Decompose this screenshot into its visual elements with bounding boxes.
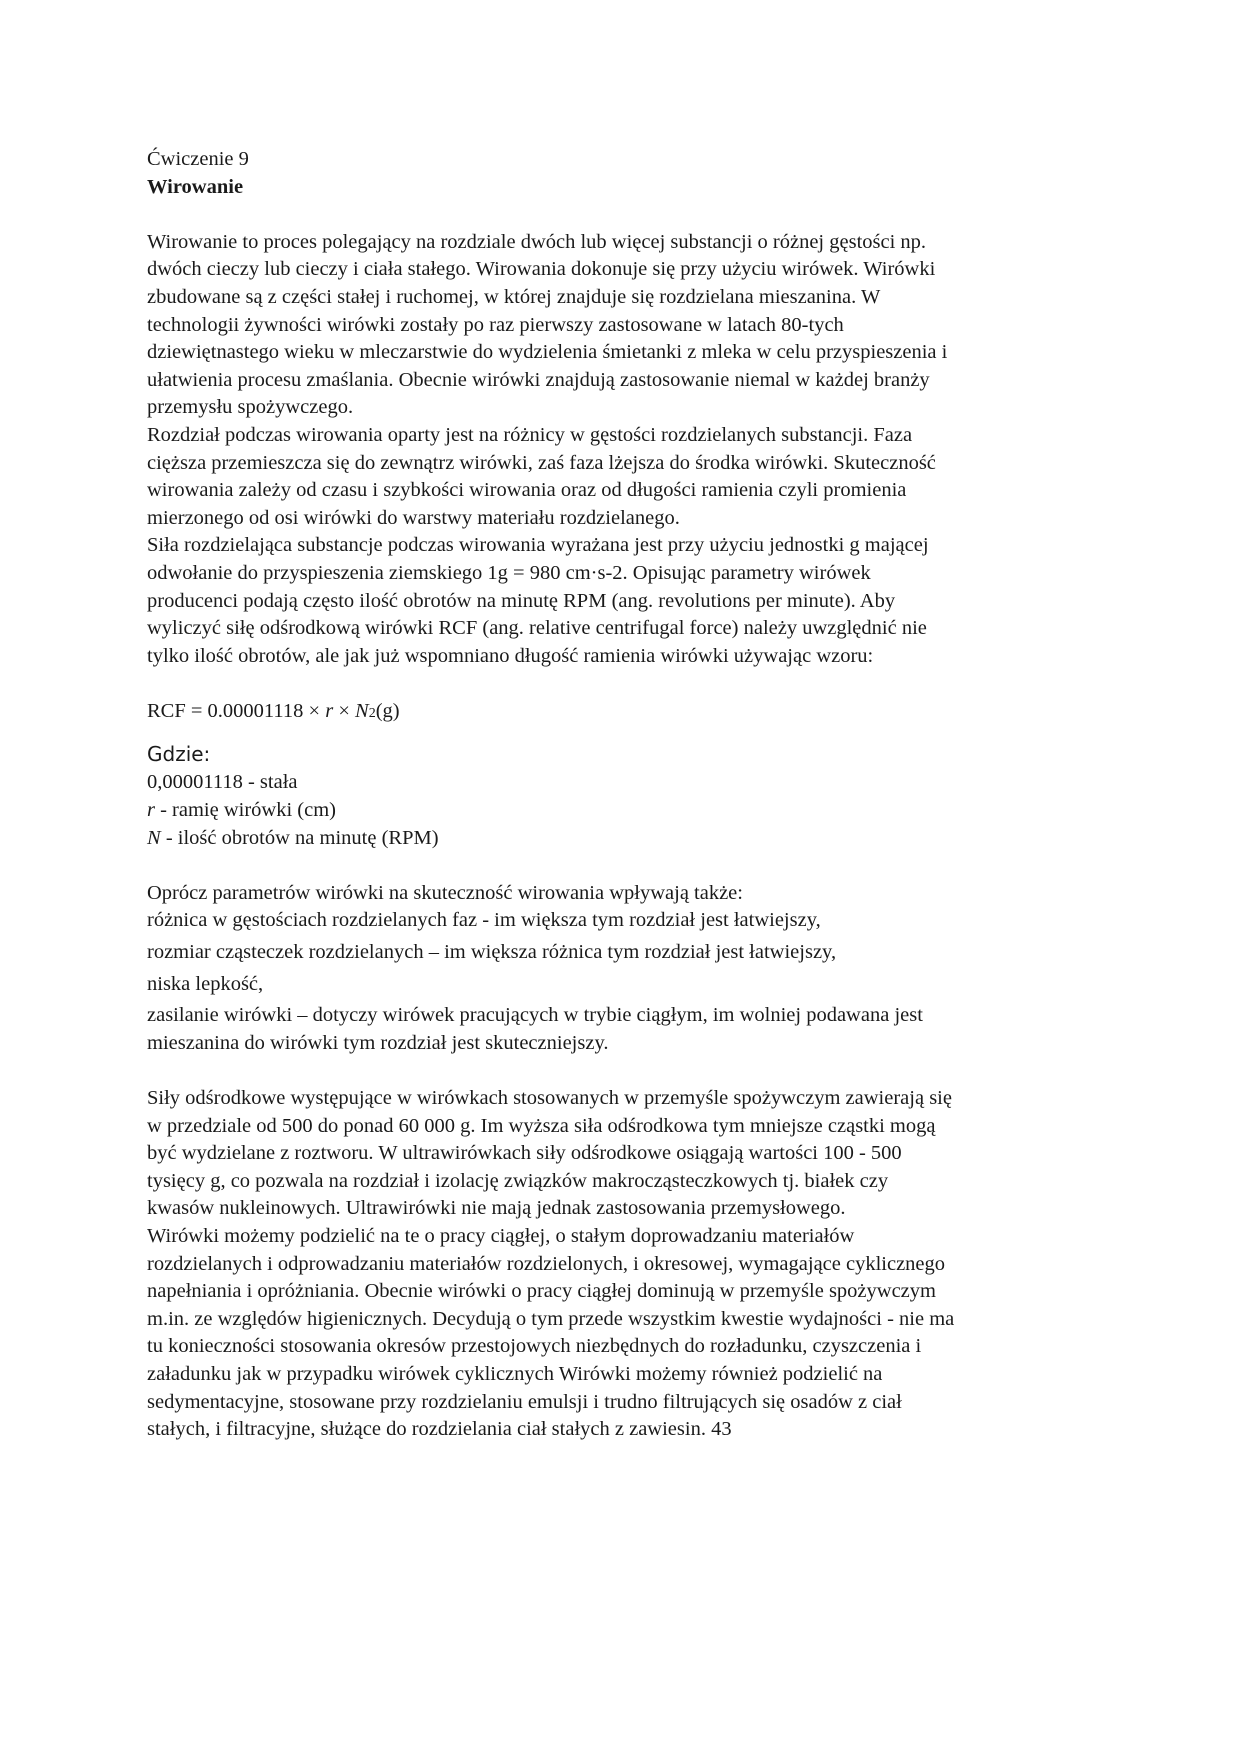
r-variable: r — [147, 799, 155, 822]
text-line: Wirówki możemy podzielić na te o pracy ciągłej, o stałym doprowadzaniu materiałów — [147, 1224, 855, 1247]
text-line: napełniania i opróżniania. Obecnie wirówki o pracy ciągłej dominują w przemyśle spożywczym — [147, 1280, 936, 1303]
text-line: odwołanie do przyspieszenia ziemskiego 1g = 980 cm·s-2. Opisując parametry wirówek — [147, 561, 871, 584]
text-line: dwóch cieczy lub cieczy i ciała stałego. Wirowania dokonuje się przy użyciu wirówek. Wirówki — [147, 258, 936, 281]
r-definition — [147, 797, 1107, 825]
text-line: tysięcy g, co pozwala na rozdział i izolację związków makrocząsteczkowych tj. białek czy — [147, 1169, 889, 1192]
text-line: m.in. ze względów higienicznych. Decydują o tym przede wszystkim kwestie wydajności - nie ma — [147, 1307, 955, 1330]
spacer — [147, 201, 1107, 229]
document-page — [147, 146, 1107, 1444]
text-line: przemysłu spożywczego. — [147, 396, 354, 419]
formula-r: r — [325, 699, 334, 722]
text-line: tu konieczności stosowania okresów przestojowych niezbędnych do rozładunku, czyszczenia i — [147, 1335, 922, 1358]
text-line: technologii żywności wirówki zostały po raz pierwszy zastosowane w latach 80-tych — [147, 313, 844, 336]
text-line: być wydzielane z roztworu. W ultrawirówkach siły odśrodkowe osiągają wartości 100 - 500 — [147, 1142, 902, 1165]
constant-definition: 0,00001118 - stała — [147, 771, 298, 794]
text-line: producenci podają często ilość obrotów na minutę RPM (ang. revolutions per minute). Aby — [147, 589, 896, 612]
text-line: rozdzielanych i odprowadzaniu materiałów rozdzielonych, i okresowej, wymagające cyklicznego — [147, 1252, 946, 1275]
r-description: - ramię wirówki (cm) — [154, 799, 337, 822]
factors-intro: Oprócz parametrów wirówki na skuteczność wirowania wpływają także: — [147, 881, 743, 904]
factor-item: rozmiar cząsteczek rozdzielanych – im większa różnica tym rozdział jest łatwiejszy, — [147, 941, 837, 964]
formula-exponent: 2 — [368, 705, 376, 721]
formula-suffix: (g) — [375, 699, 400, 722]
n-description: - ilość obrotów na minutę (RPM) — [160, 826, 439, 849]
exercise-number: Ćwiczenie 9 — [147, 148, 249, 170]
formula-n: N — [355, 699, 369, 722]
text-line: zbudowane są z części stałej i ruchomej, w której znajduje się rozdzielana mieszanina. W — [147, 285, 881, 308]
text-line: mieszanina do wirówki tym rozdział jest skuteczniejszy. — [147, 1031, 609, 1054]
formula-prefix: RCF = 0.00001118 × — [147, 699, 326, 722]
text-line: Siła rozdzielająca substancje podczas wirowania wyrażana jest przy użyciu jednostki g mającej — [147, 534, 929, 557]
intro-paragraph — [147, 229, 1107, 671]
text-line: tylko ilość obrotów, ale jak już wspomniano długość ramienia wirówki używając wzoru: — [147, 644, 874, 667]
factor-item-last — [147, 1002, 1107, 1057]
spacer — [147, 725, 1107, 739]
text-line: wirowania zależy od czasu i szybkości wirowania oraz od długości ramienia czyli promienia — [147, 479, 907, 502]
spacer — [147, 852, 1107, 880]
text-line: dziewiętnastego wieku w mleczarstwie do wydzielenia śmietanki z mleka w celu przyspieszenia i — [147, 341, 948, 364]
n-definition — [147, 825, 1107, 853]
text-line: cięższa przemieszcza się do zewnątrz wirówki, zaś faza lżejsza do środka wirówki. Skuteczność — [147, 451, 936, 474]
factor-item: różnica w gęstościach rozdzielanych faz - im większa tym rozdział jest łatwiejszy, — [147, 909, 821, 932]
text-line: w przedziale od 500 do ponad 60 000 g. Im wyższa siła odśrodkowa tym mniejsze cząstki mogą — [147, 1114, 936, 1137]
text-line: wyliczyć siłę odśrodkową wirówki RCF (ang. relative centrifugal force) należy uwzględnić nie — [147, 617, 927, 640]
document-title: Wirowanie — [147, 175, 244, 198]
text-line: zasilanie wirówki – dotyczy wirówek pracujących w trybie ciągłym, im wolniej podawana jest — [147, 1004, 923, 1027]
n-variable: N — [147, 826, 161, 849]
factor-item: niska lepkość, — [147, 972, 264, 995]
text-line: załadunku jak w przypadku wirówek cyklicznych Wirówki możemy również podzielić na — [147, 1362, 883, 1385]
text-line: kwasów nukleinowych. Ultrawirówki nie mają jednak zastosowania przemysłowego. — [147, 1197, 846, 1220]
text-line: sedymentacyjne, stosowane przy rozdzielaniu emulsji i trudno filtrujących się osadów z ciał — [147, 1390, 902, 1413]
final-paragraph — [147, 1085, 1107, 1444]
spacer — [147, 1057, 1107, 1085]
formula-mid: × — [333, 699, 356, 722]
text-line: Siły odśrodkowe występujące w wirówkach stosowanych w przemyśle spożywczym zawierają się — [147, 1087, 952, 1109]
text-line: Wirowanie to proces polegający na rozdziale dwóch lub więcej substancji o różnej gęstości np. — [147, 230, 927, 253]
where-heading: Gdzie: — [147, 742, 211, 767]
text-line: ułatwienia procesu zmaślania. Obecnie wirówki znajdują zastosowanie niemal w każdej branży — [147, 368, 930, 391]
text-line: Rozdział podczas wirowania oparty jest na różnicy w gęstości rozdzielanych substancji. Faza — [147, 423, 913, 446]
text-line: stałych, i filtracyjne, służące do rozdzielania ciał stałych z zawiesin. 43 — [147, 1418, 732, 1441]
spacer — [147, 670, 1107, 698]
rcf-formula — [147, 698, 1107, 726]
text-line: mierzonego od osi wirówki do warstwy materiału rozdzielanego. — [147, 506, 680, 529]
